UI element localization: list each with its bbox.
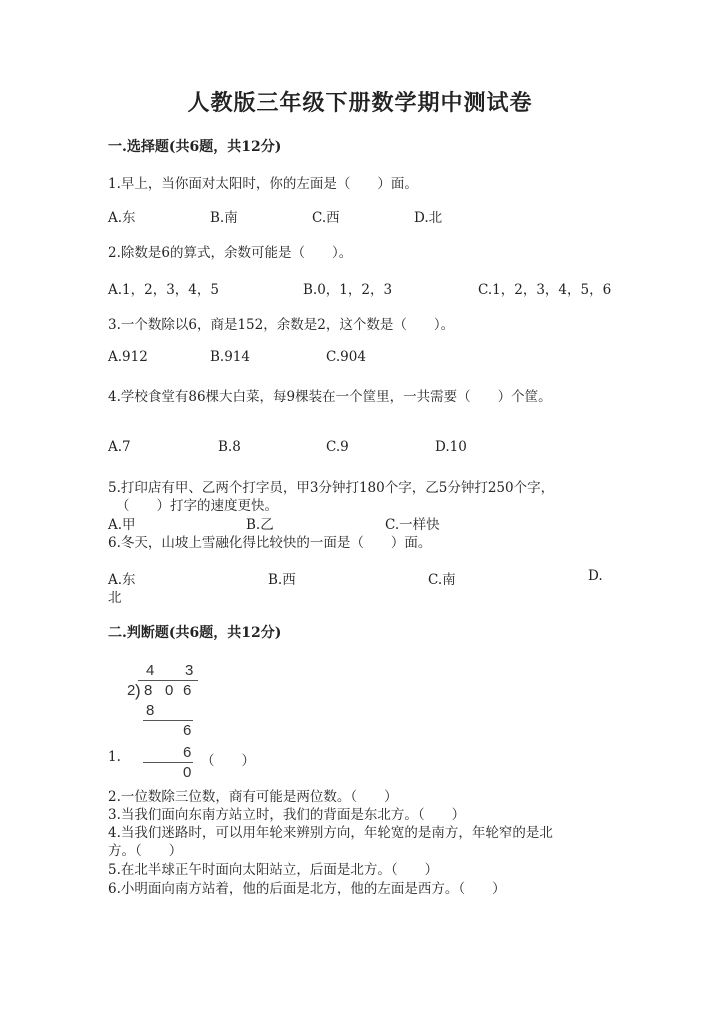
judge-question-6: 6.小明面向南方站着，他的后面是北方，他的左面是西方。（ ） <box>108 881 506 897</box>
option-2a[interactable]: A.1，2，3，4，5 <box>108 282 219 298</box>
question-1: 1.早上，当你面对太阳时，你的左面是（ ）面。 <box>108 176 418 192</box>
question-4: 4.学校食堂有86棵大白菜，每9棵装在一个筐里，一共需要（ ）个筐。 <box>108 389 552 405</box>
dividend-digit-2: 0 <box>165 682 174 699</box>
division-line-1 <box>143 720 193 721</box>
division-step-1: 8 <box>146 702 155 719</box>
division-bar <box>138 680 198 681</box>
option-6a[interactable]: A.东 <box>108 572 136 588</box>
division-remainder: 0 <box>183 764 192 781</box>
dividend-digit-1: 8 <box>144 682 153 699</box>
page-title: 人教版三年级下册数学期中测试卷 <box>187 90 533 116</box>
option-6b[interactable]: B.西 <box>268 572 296 588</box>
option-4d[interactable]: D.10 <box>435 439 467 455</box>
option-2b[interactable]: B.0，1，2，3 <box>303 282 393 298</box>
judge-question-1-label: 1. <box>108 749 121 765</box>
judge-question-3: 3.当我们面向东南方站立时，我们的背面是东北方。（ ） <box>108 807 466 823</box>
judge-question-5: 5.在北半球正午时面向太阳站立，后面是北方。（ ） <box>108 862 439 878</box>
option-5a[interactable]: A.甲 <box>108 517 136 533</box>
option-4b[interactable]: B.8 <box>218 439 241 455</box>
quotient-digit-1: 4 <box>146 662 155 679</box>
option-6c[interactable]: C.南 <box>428 572 456 588</box>
division-step-3: 6 <box>183 744 192 761</box>
judge-question-2: 2.一位数除三位数，商有可能是两位数。（ ） <box>108 789 398 805</box>
question-6: 6.冬天，山坡上雪融化得比较快的一面是（ ）面。 <box>108 535 432 551</box>
judge-question-1-blank[interactable]: （ ） <box>201 753 255 769</box>
judge-question-4-line2: 方。（ ） <box>108 843 183 859</box>
section-heading-judge: 二.判断题(共6题，共12分) <box>108 625 282 641</box>
option-6d-wrap: 北 <box>108 590 122 606</box>
option-5c[interactable]: C.一样快 <box>385 517 440 533</box>
option-1d[interactable]: D.北 <box>414 210 443 226</box>
divisor: 2 <box>127 682 136 699</box>
division-bracket: ) <box>135 681 141 700</box>
quotient-digit-2: 3 <box>185 662 194 679</box>
question-5-line2: （ ）打字的速度更快。 <box>116 498 278 514</box>
option-1c[interactable]: C.西 <box>312 210 340 226</box>
option-3c[interactable]: C.904 <box>326 349 366 365</box>
dividend-digit-3: 6 <box>183 682 192 699</box>
question-5-line1: 5.打印店有甲、乙两个打字员，甲3分钟打180个字，乙5分钟打250个字， <box>108 480 555 496</box>
option-6d[interactable]: D. <box>588 568 603 584</box>
option-4c[interactable]: C.9 <box>326 439 349 455</box>
section-heading-choice: 一.选择题(共6题，共12分) <box>108 139 282 155</box>
option-1b[interactable]: B.南 <box>210 210 238 226</box>
option-5b[interactable]: B.乙 <box>246 517 274 533</box>
option-1a[interactable]: A.东 <box>108 210 136 226</box>
division-line-2 <box>143 762 193 763</box>
option-2c[interactable]: C.1，2，3，4，5，6 <box>478 282 612 298</box>
question-3: 3.一个数除以6，商是152，余数是2，这个数是（ ）。 <box>108 317 455 333</box>
question-2: 2.除数是6的算式，余数可能是（ ）。 <box>108 245 353 261</box>
division-step-2: 6 <box>183 722 192 739</box>
judge-question-4-line1: 4.当我们迷路时，可以用年轮来辨别方向，年轮宽的是南方，年轮窄的是北 <box>108 825 553 841</box>
option-3a[interactable]: A.912 <box>108 349 148 365</box>
option-4a[interactable]: A.7 <box>108 439 131 455</box>
option-3b[interactable]: B.914 <box>210 349 250 365</box>
